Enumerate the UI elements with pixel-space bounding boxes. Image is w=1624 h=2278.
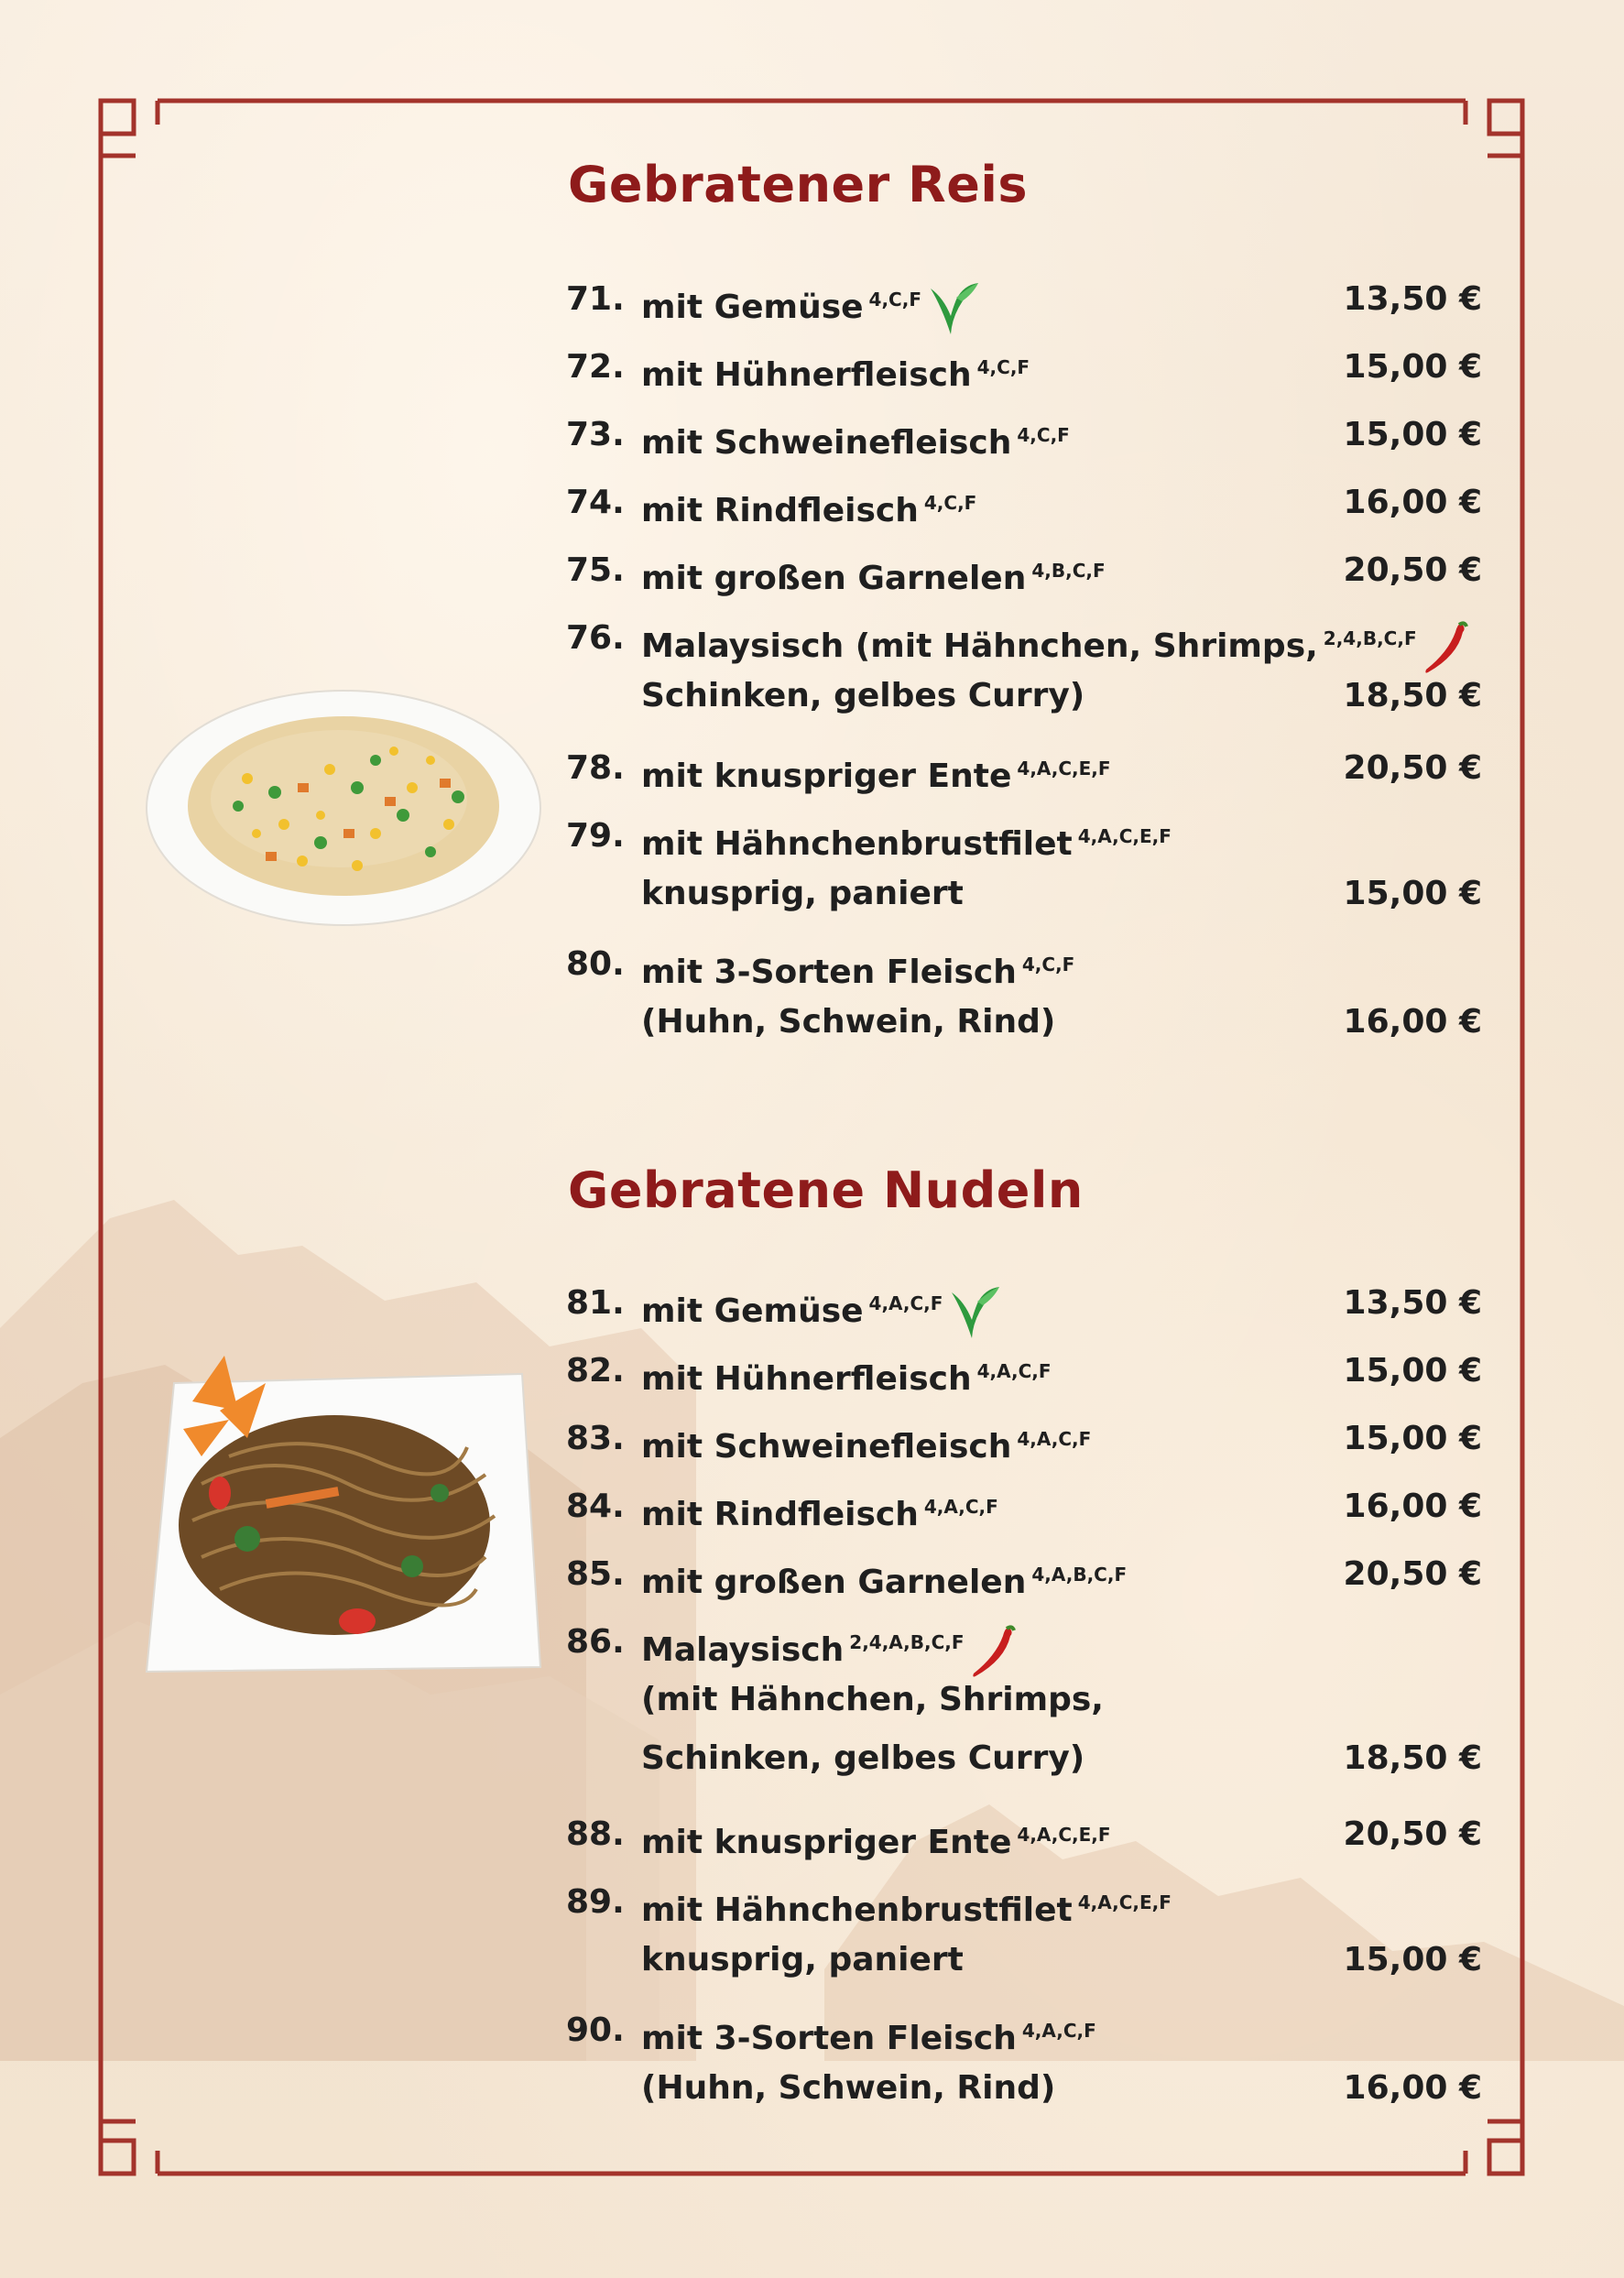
item-name-line [641, 1407, 1091, 1479]
item-number: 80. [566, 945, 625, 983]
item-price: 20,50 € [1343, 1815, 1482, 1853]
item-price: 15,00 € [1343, 416, 1482, 453]
item-price: 16,00 € [1343, 484, 1482, 521]
item-price: 15,00 € [1343, 875, 1482, 912]
item-description: knusprig, paniert [641, 875, 964, 912]
item-name-line [641, 267, 982, 340]
item-price: 20,50 € [1343, 1555, 1482, 1593]
section-title-fried-rice: Gebratener Reis [568, 156, 1028, 213]
item-price: 18,50 € [1343, 677, 1482, 714]
item-name-line [641, 1803, 1111, 1875]
allergen-codes: 4,A,C,E,F [1017, 1824, 1111, 1846]
item-name-line [641, 1475, 998, 1547]
item-name-line [641, 471, 976, 543]
item-name: mit Hühnerfleisch [641, 1360, 972, 1398]
item-description: (mit Hähnchen, Shrimps, [641, 1681, 1104, 1718]
item-price: 15,00 € [1343, 348, 1482, 386]
item-description: (Huhn, Schwein, Rind) [641, 2069, 1056, 2107]
fried-noodles-image [137, 1346, 550, 1676]
item-description: (Huhn, Schwein, Rind) [641, 1003, 1056, 1041]
menu-item [566, 1999, 1482, 2107]
item-price: 15,00 € [1343, 1941, 1482, 1978]
menu-item [566, 1542, 1482, 1607]
item-number: 75. [566, 551, 625, 589]
menu-item [566, 1803, 1482, 1867]
allergen-codes: 4,A,C,F [923, 1496, 998, 1518]
item-name-line [641, 1339, 1052, 1411]
item-name: mit 3-Sorten Fleisch [641, 2020, 1017, 2057]
item-number: 73. [566, 416, 625, 453]
section-title-fried-noodles: Gebratene Nudeln [568, 1161, 1084, 1219]
item-number: 85. [566, 1555, 625, 1593]
item-name: mit Hühnerfleisch [641, 356, 972, 394]
item-number: 79. [566, 817, 625, 855]
menu-item [566, 335, 1482, 399]
item-number: 84. [566, 1488, 625, 1525]
allergen-codes: 4,C,F [1021, 954, 1075, 976]
item-name: mit Hähnchenbrustfilet [641, 1891, 1073, 1929]
item-number: 71. [566, 280, 625, 318]
menu-item [566, 804, 1482, 912]
item-name-line [641, 335, 1030, 408]
item-number: 83. [566, 1420, 625, 1457]
item-name: mit Rindfleisch [641, 1496, 919, 1533]
menu-item [566, 736, 1482, 801]
allergen-codes: 4,A,B,C,F [1031, 1564, 1128, 1586]
allergen-codes: 4,A,C,E,F [1077, 825, 1172, 847]
item-name: mit Hähnchenbrustfilet [641, 825, 1073, 863]
item-name-line [641, 1542, 1127, 1615]
allergen-codes: 4,B,C,F [1031, 560, 1106, 582]
item-price: 16,00 € [1343, 1488, 1482, 1525]
item-name: mit Gemüse [641, 289, 864, 326]
allergen-codes: 2,4,A,B,C,F [849, 1631, 965, 1653]
item-price: 16,00 € [1343, 1003, 1482, 1041]
item-description: Schinken, gelbes Curry) [641, 1739, 1085, 1777]
item-number: 72. [566, 348, 625, 386]
item-name: mit großen Garnelen [641, 1564, 1027, 1601]
menu-item [566, 1339, 1482, 1403]
menu-item [566, 403, 1482, 467]
menu-item [566, 1870, 1482, 1978]
item-description: knusprig, paniert [641, 1941, 964, 1978]
menu-item [566, 932, 1482, 1041]
menu-item [566, 1475, 1482, 1539]
fried-rice-image [137, 669, 550, 943]
item-name-line [641, 736, 1111, 809]
menu-item [566, 267, 1482, 332]
item-number: 76. [566, 619, 625, 657]
item-name-line [641, 1271, 1003, 1344]
menu-item [566, 539, 1482, 603]
allergen-codes: 4,A,C,E,F [1077, 1891, 1172, 1913]
vegetarian-leaf-icon [946, 1283, 1003, 1342]
item-price: 13,50 € [1343, 1284, 1482, 1322]
item-description: Schinken, gelbes Curry) [641, 677, 1085, 714]
allergen-codes: 4,A,C,F [1021, 2020, 1096, 2042]
menu-item [566, 1407, 1482, 1471]
item-name: Malaysisch [641, 1631, 845, 1669]
item-name: mit Gemüse [641, 1292, 864, 1330]
item-price: 20,50 € [1343, 551, 1482, 589]
item-name: mit Schweinefleisch [641, 1428, 1012, 1466]
item-name: Malaysisch (mit Hähnchen, Shrimps, [641, 627, 1318, 665]
allergen-codes: 4,A,C,F [976, 1360, 1052, 1382]
allergen-codes: 4,C,F [923, 492, 977, 514]
allergen-codes: 4,C,F [868, 289, 921, 311]
allergen-codes: 4,C,F [1017, 424, 1070, 446]
item-name: mit Schweinefleisch [641, 424, 1012, 462]
allergen-codes: 2,4,B,C,F [1323, 627, 1417, 649]
item-price: 15,00 € [1343, 1352, 1482, 1390]
item-number: 90. [566, 2011, 625, 2049]
item-number: 74. [566, 484, 625, 521]
item-price: 18,50 € [1343, 1739, 1482, 1777]
item-name: mit großen Garnelen [641, 560, 1027, 597]
item-name: mit Rindfleisch [641, 492, 919, 529]
item-number: 82. [566, 1352, 625, 1390]
item-name: mit knuspriger Ente [641, 1824, 1012, 1861]
item-name-line [641, 539, 1106, 611]
item-name-line [641, 403, 1070, 475]
item-number: 81. [566, 1284, 625, 1322]
item-price: 16,00 € [1343, 2069, 1482, 2107]
item-price: 15,00 € [1343, 1420, 1482, 1457]
item-number: 88. [566, 1815, 625, 1853]
item-number: 89. [566, 1883, 625, 1921]
item-price: 13,50 € [1343, 280, 1482, 318]
menu-item [566, 1271, 1482, 1335]
allergen-codes: 4,A,C,F [868, 1292, 943, 1314]
item-name: mit 3-Sorten Fleisch [641, 954, 1017, 991]
item-number: 86. [566, 1623, 625, 1661]
vegetarian-leaf-icon [925, 279, 982, 338]
menu-item [566, 1610, 1482, 1777]
allergen-codes: 4,A,C,F [1017, 1428, 1092, 1450]
item-number: 78. [566, 749, 625, 787]
menu-item [566, 471, 1482, 535]
allergen-codes: 4,C,F [976, 356, 1030, 378]
item-name: mit knuspriger Ente [641, 758, 1012, 795]
item-price: 20,50 € [1343, 749, 1482, 787]
allergen-codes: 4,A,C,E,F [1017, 758, 1111, 779]
menu-item [566, 606, 1482, 714]
